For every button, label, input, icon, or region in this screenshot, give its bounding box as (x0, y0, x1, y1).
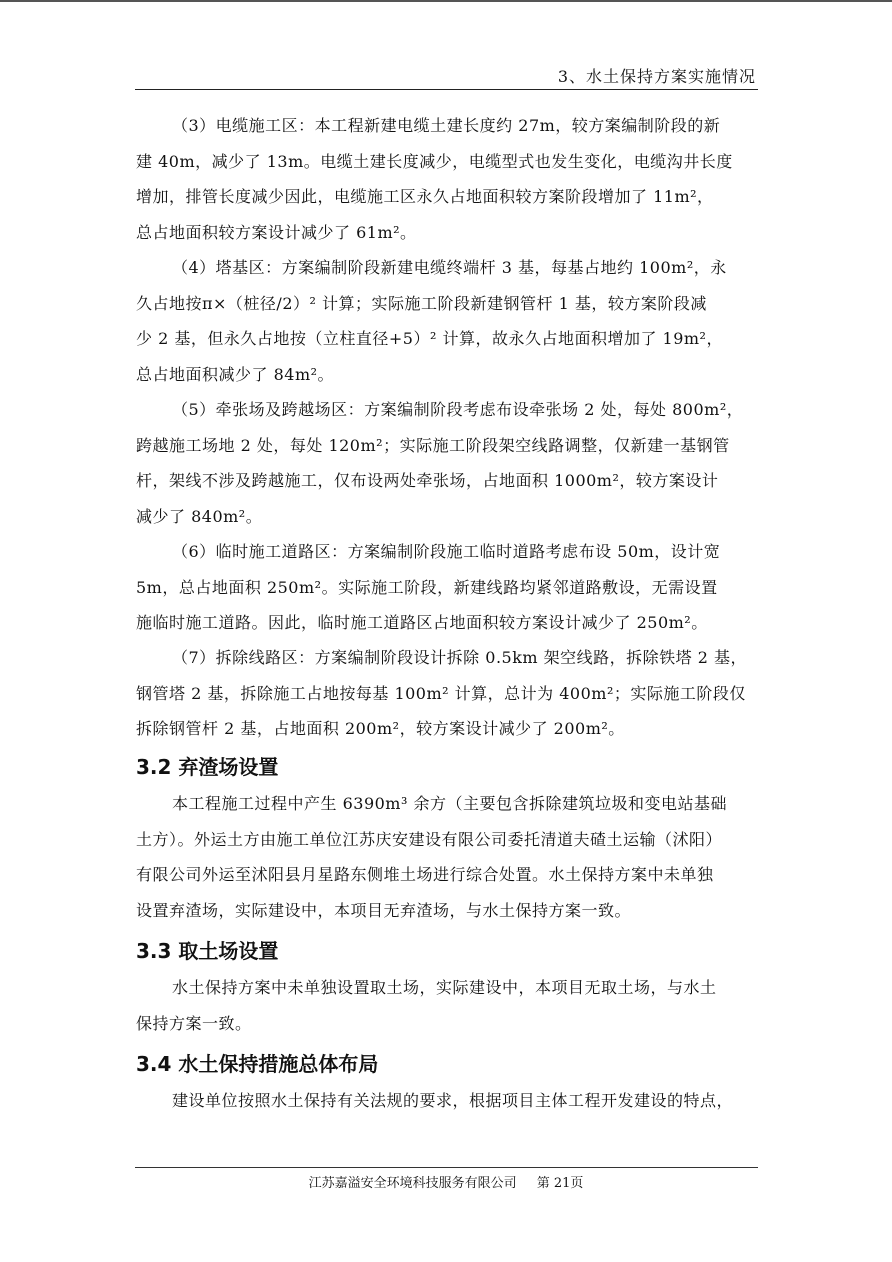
paragraph-6 (136, 534, 758, 640)
footer-company: 江苏嘉溢安全环境科技服务有限公司 (308, 1176, 517, 1191)
text-line: 有限公司外运至沭阳县月星路东侧堆土场进行综合处置。水土保持方案中未单独 (136, 865, 714, 884)
paragraph-4 (136, 250, 758, 392)
text-line: 总占地面积减少了 84m²。 (136, 364, 335, 384)
top-border (0, 0, 892, 2)
text-line: 土方）。外运土方由施工单位江苏庆安建设有限公司委托清道夫碴土运输（沭阳） (136, 829, 723, 849)
footer-rule (135, 1167, 758, 1168)
text-line: 久占地按π×（桩径/2）² 计算；实际施工阶段新建钢管杆 1 基，较方案阶段减 (136, 293, 707, 313)
section-heading-3-2: 3.2 弃渣场设置 (136, 755, 279, 779)
paragraph-3 (136, 108, 758, 250)
text-line: 5m，总占地面积 250m²。实际施工阶段，新建线路均紧邻道路敷设，无需设置 (136, 577, 718, 597)
text-line: 跨越施工场地 2 处，每处 120m²；实际施工阶段架空线路调整，仅新建一基钢管 (136, 435, 730, 455)
text-line: 建设单位按照水土保持有关法规的要求，根据项目主体工程开发建设的特点， (172, 1091, 734, 1110)
text-line: 水土保持方案中未单独设置取土场，实际建设中，本项目无取土场，与水土 (172, 978, 717, 997)
paragraph-3-4 (136, 1083, 758, 1119)
paragraph-5 (136, 392, 758, 534)
text-line: （3）电缆施工区：本工程新建电缆土建长度约 27m，较方案编制阶段的新 (172, 116, 721, 135)
text-line: 本工程施工过程中产生 6390m³ 余方（主要包含拆除建筑垃圾和变电站基础 (172, 794, 727, 813)
text-line: 设置弃渣场，实际建设中，本项目无弃渣场，与水土保持方案一致。 (136, 900, 632, 920)
text-line: （5）牵张场及跨越场区：方案编制阶段考虑布设牵张场 2 处，每处 800m²， (172, 400, 744, 419)
running-header: 3、水土保持方案实施情况 (557, 67, 756, 86)
text-line: 钢管塔 2 基，拆除施工占地按每基 100m² 计算，总计为 400m²；实际施工阶段仅 (136, 683, 746, 703)
text-line: （4）塔基区：方案编制阶段新建电缆终端杆 3 基，每基占地约 100m²，永 (172, 258, 727, 277)
text-line: 减少了 840m²。 (136, 506, 263, 526)
text-line: 建 40m，减少了 13m。电缆土建长度减少，电缆型式也发生变化，电缆沟井长度 (136, 151, 733, 171)
section-heading-3-3: 3.3 取土场设置 (136, 939, 279, 963)
text-line: 施临时施工道路。因此，临时施工道路区占地面积较方案设计减少了 250m²。 (136, 613, 708, 632)
section-heading-3-4: 3.4 水土保持措施总体布局 (136, 1052, 379, 1076)
text-line: 总占地面积较方案设计减少了 61m²。 (136, 222, 417, 242)
text-line: 拆除钢管杆 2 基，占地面积 200m²，较方案设计减少了 200m²。 (136, 719, 625, 738)
text-line: （6）临时施工道路区：方案编制阶段施工临时道路考虑布设 50m，设计宽 (172, 542, 721, 561)
page-number: 第 21页 (536, 1176, 584, 1191)
text-line: 保持方案一致。 (136, 1013, 252, 1033)
paragraph-3-3 (136, 970, 758, 1041)
text-line: （7）拆除线路区：方案编制阶段设计拆除 0.5km 架空线路，拆除铁塔 2 基， (172, 648, 748, 667)
header-rule (135, 89, 758, 90)
page-footer (0, 1172, 892, 1191)
paragraph-3-2 (136, 786, 758, 928)
page-body (136, 108, 758, 1119)
paragraph-7 (136, 640, 758, 746)
text-line: 增加，排管长度减少因此，电缆施工区永久占地面积较方案阶段增加了 11m²， (136, 187, 714, 206)
text-line: 杆，架线不涉及跨越施工，仅布设两处牵张场，占地面积 1000m²，较方案设计 (136, 471, 719, 490)
text-line: 少 2 基，但永久占地按（立柱直径+5）² 计算，故永久占地面积增加了 19m²， (136, 329, 723, 348)
